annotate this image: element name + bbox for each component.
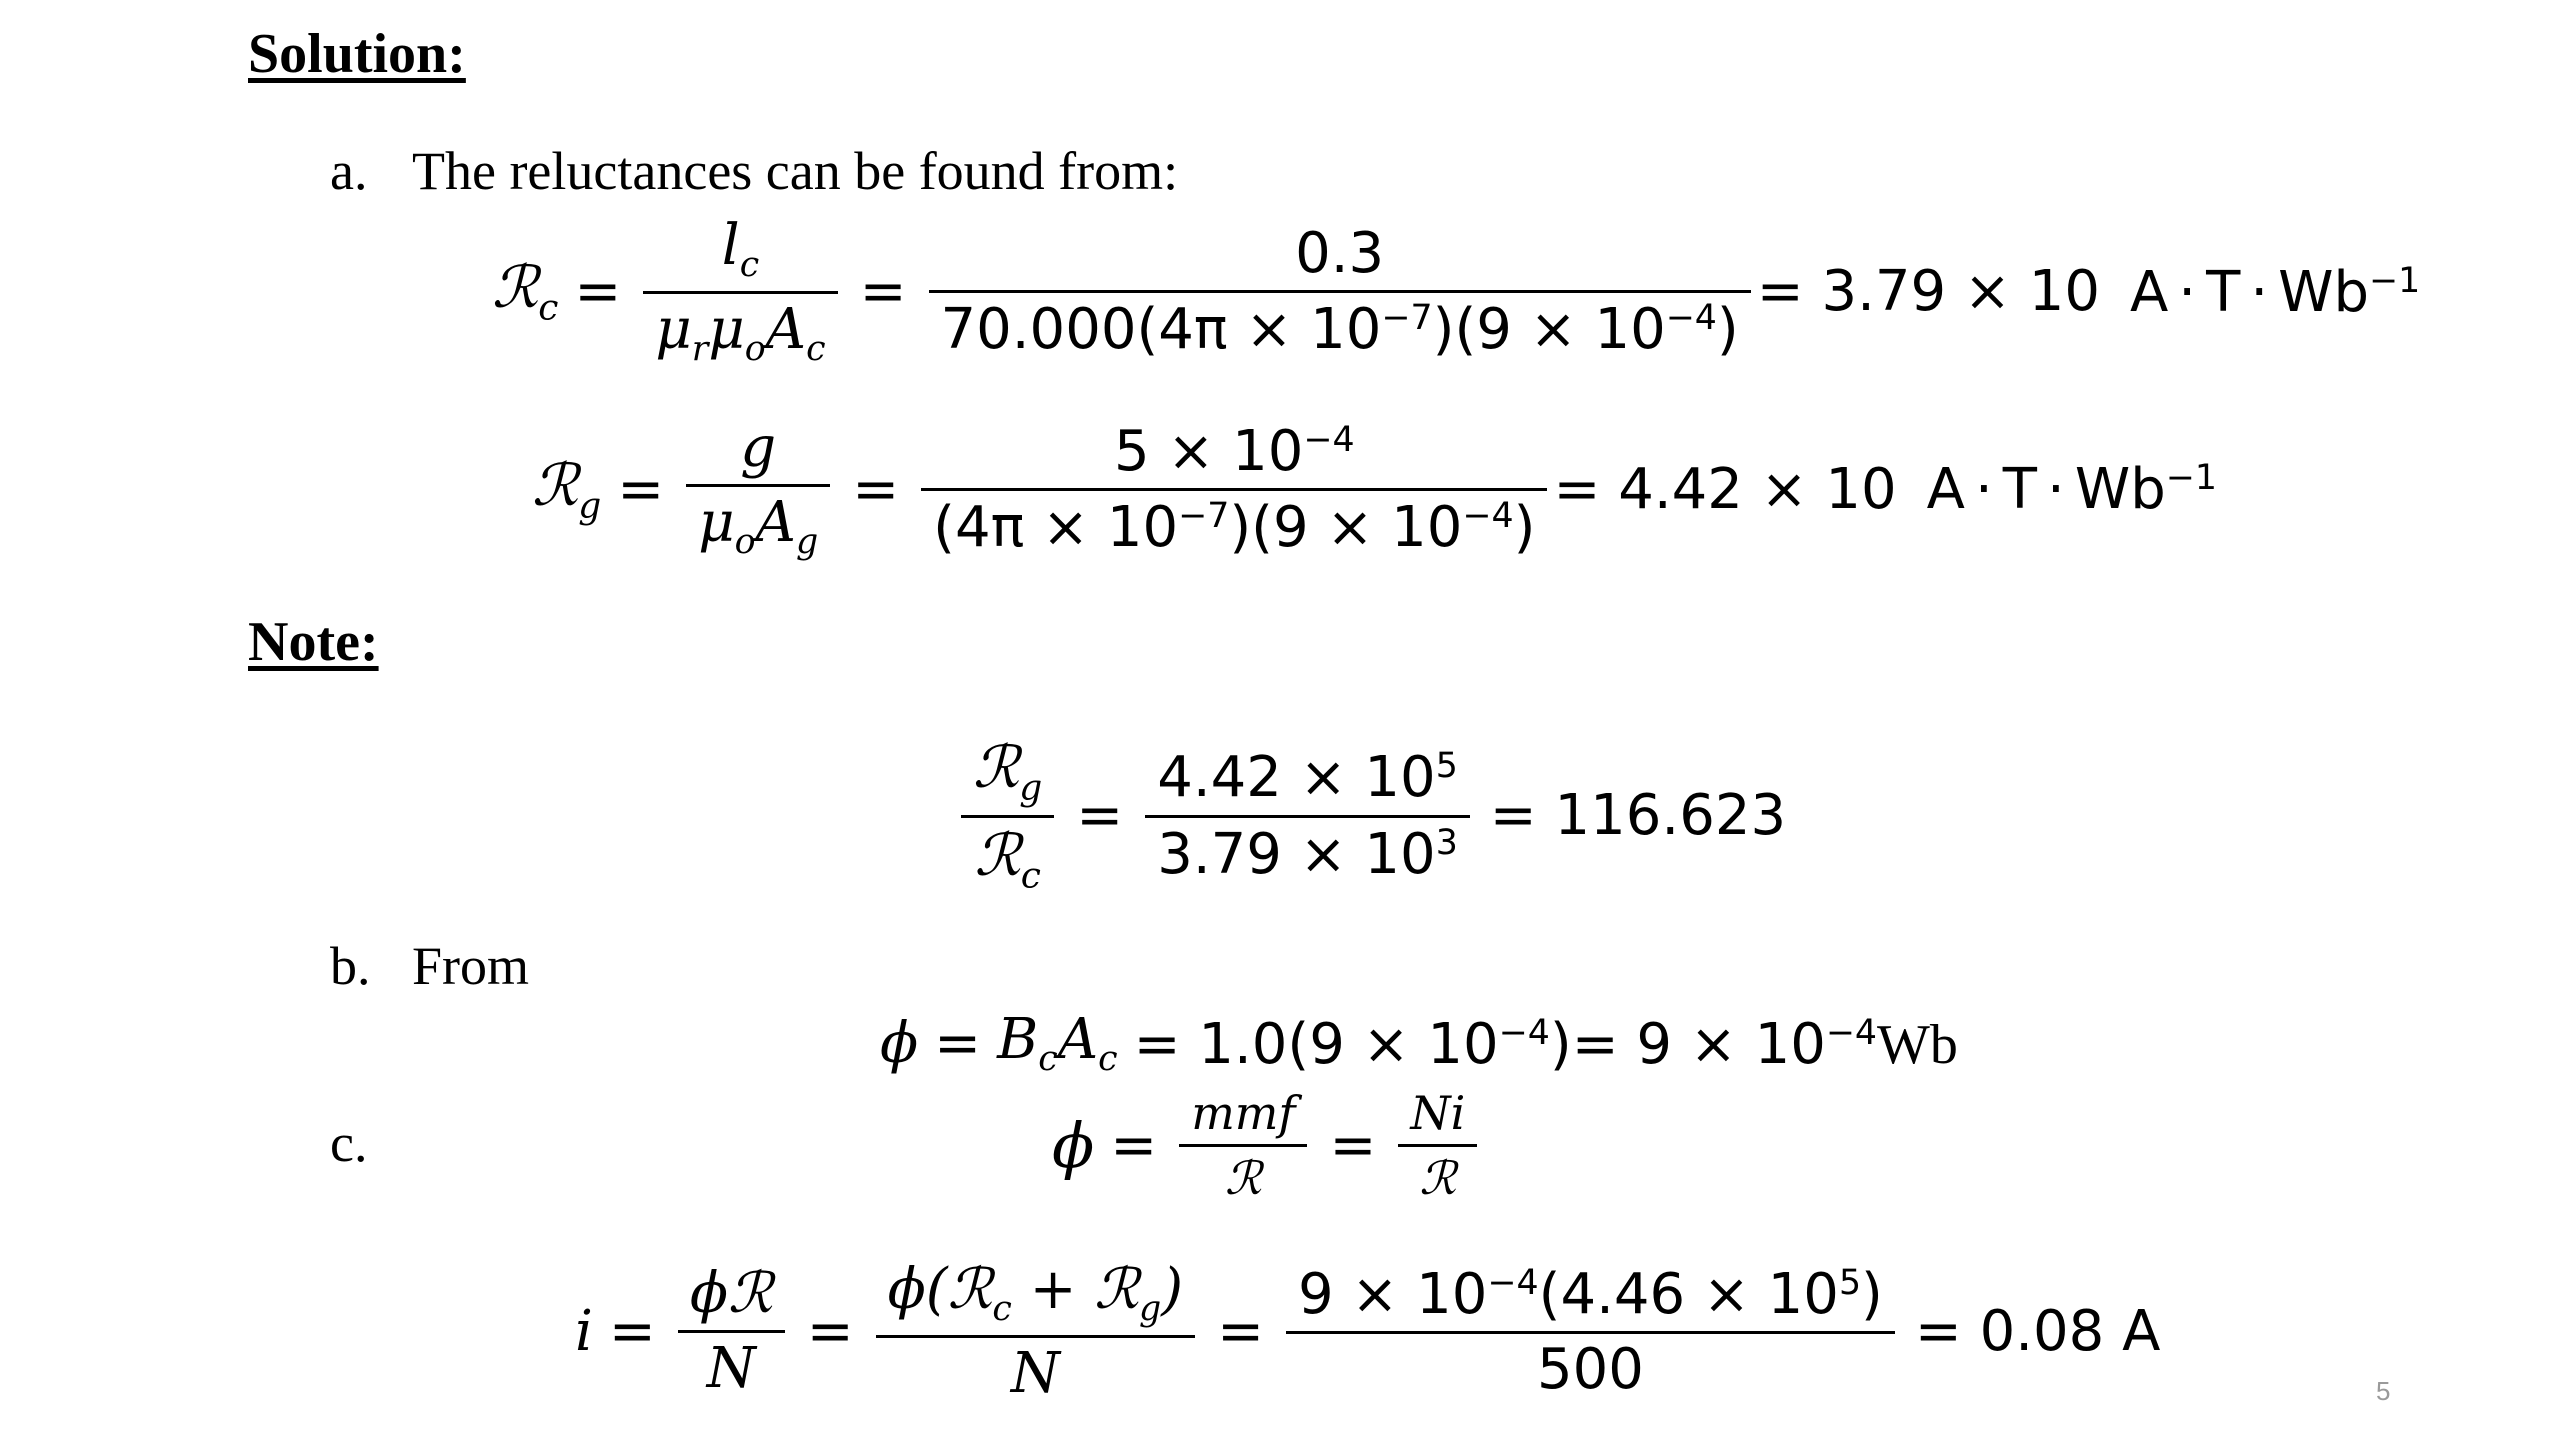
rg-lhs: ℛ$_g$ <box>532 450 602 527</box>
current-fraction-3: $\frac{9 \times 10^{-4}(4.46 \times 10^5)}{500}$ <box>1286 1266 1895 1398</box>
note-heading: Note: <box>248 611 379 673</box>
part-a-marker: a. <box>330 141 368 201</box>
ratio-result: = 116.623 <box>1489 783 1787 849</box>
equation-rg: ℛ$_g$ = $\frac{g}{\mu_oA_g}$ = $\frac{5 \times 10^{-4}}{(4\pi \times 10^{-7})(9 \times 10^{-4})}$ = 4.42 × 10 $A \cdot T \cdot Wb^{-1}$ <box>532 415 2217 563</box>
ratio-fraction-symbolic: $\frac{ℛ_g}{ℛ_c}$ <box>961 738 1054 894</box>
current-fraction-2: $\frac{\phi(ℛ_c + ℛ_g)}{N}$ <box>876 1262 1195 1402</box>
rg-fraction-symbolic: $\frac{g}{\mu_oA_g}$ <box>686 420 830 560</box>
equation-ratio: $\frac{ℛ_g}{ℛ_c}$ = $\frac{4.42 \times 10^5}{3.79 \times 10^3}$ = 116.623 <box>955 738 1786 894</box>
rc-unit: $A \cdot T \cdot Wb^{-1}$ <box>2129 259 2421 325</box>
mmf-fraction: $\frac{\text{mmf}}{\text{ℛ}}$ <box>1179 1090 1307 1201</box>
page-number: 5 <box>2376 1376 2391 1406</box>
rg-result: = 4.42 × 10 <box>1553 456 1897 522</box>
equation-current: i = $\frac{\text{ϕℛ}}{N}$ = $\frac{\phi(ℛ_c + ℛ_g)}{N}$ = $\frac{9 \times 10^{-4}(4.46 \times 10^5)}{500}$ = 0.08 A <box>575 1257 2161 1406</box>
rc-fraction-symbolic: $\frac{l_c}{\mu_r\mu_oA_c}$ <box>643 218 837 367</box>
rc-lhs: ℛ$_c$ <box>492 253 559 329</box>
part-b-text: From <box>412 936 530 996</box>
equation-flux: ϕ = $B_cA_c$ = $1.0(9 \times 10^{-4})= 9 \times 10^{-4}Wb$ <box>880 1007 1958 1080</box>
part-c-marker: c. <box>330 1113 368 1173</box>
equation-flux-mmf: ϕ = $\frac{\text{mmf}}{\text{ℛ}}$ = $\frac{Ni}{\text{ℛ}}$ <box>1052 1090 1483 1201</box>
part-b-marker: b. <box>330 936 371 996</box>
ratio-fraction-numeric: $\frac{4.42 \times 10^5}{3.79 \times 10^3}$ <box>1145 749 1470 882</box>
part-a-text: The reluctances can be found from: <box>412 141 1179 201</box>
equation-rc: ℛ$_c$ = $\frac{l_c}{\mu_r\mu_oA_c}$ = $\frac{0.3}{70.000(4\pi \times 10^{-7})(9 \times 10^{-4})}$ = 3.79 × 10 $A \cdot T \cdot Wb^{-1}$ <box>492 213 2421 369</box>
rc-result: = 3.79 × 10 <box>1756 259 2100 325</box>
solution-heading: Solution: <box>248 23 466 85</box>
rg-fraction-numeric: $\frac{5 \times 10^{-4}}{(4\pi \times 10^{-7})(9 \times 10^{-4})}$ <box>921 423 1547 556</box>
rc-fraction-numeric: $\frac{0.3}{70.000(4\pi \times 10^{-7})(9 \times 10^{-4})}$ <box>929 226 1751 358</box>
ni-fraction: $\frac{Ni}{\text{ℛ}}$ <box>1398 1090 1477 1201</box>
rg-unit: $A \cdot T \cdot Wb^{-1}$ <box>1926 457 2217 523</box>
current-fraction-1: $\frac{\text{ϕℛ}}{N}$ <box>678 1266 785 1397</box>
current-result: = 0.08 A <box>1914 1298 2161 1364</box>
